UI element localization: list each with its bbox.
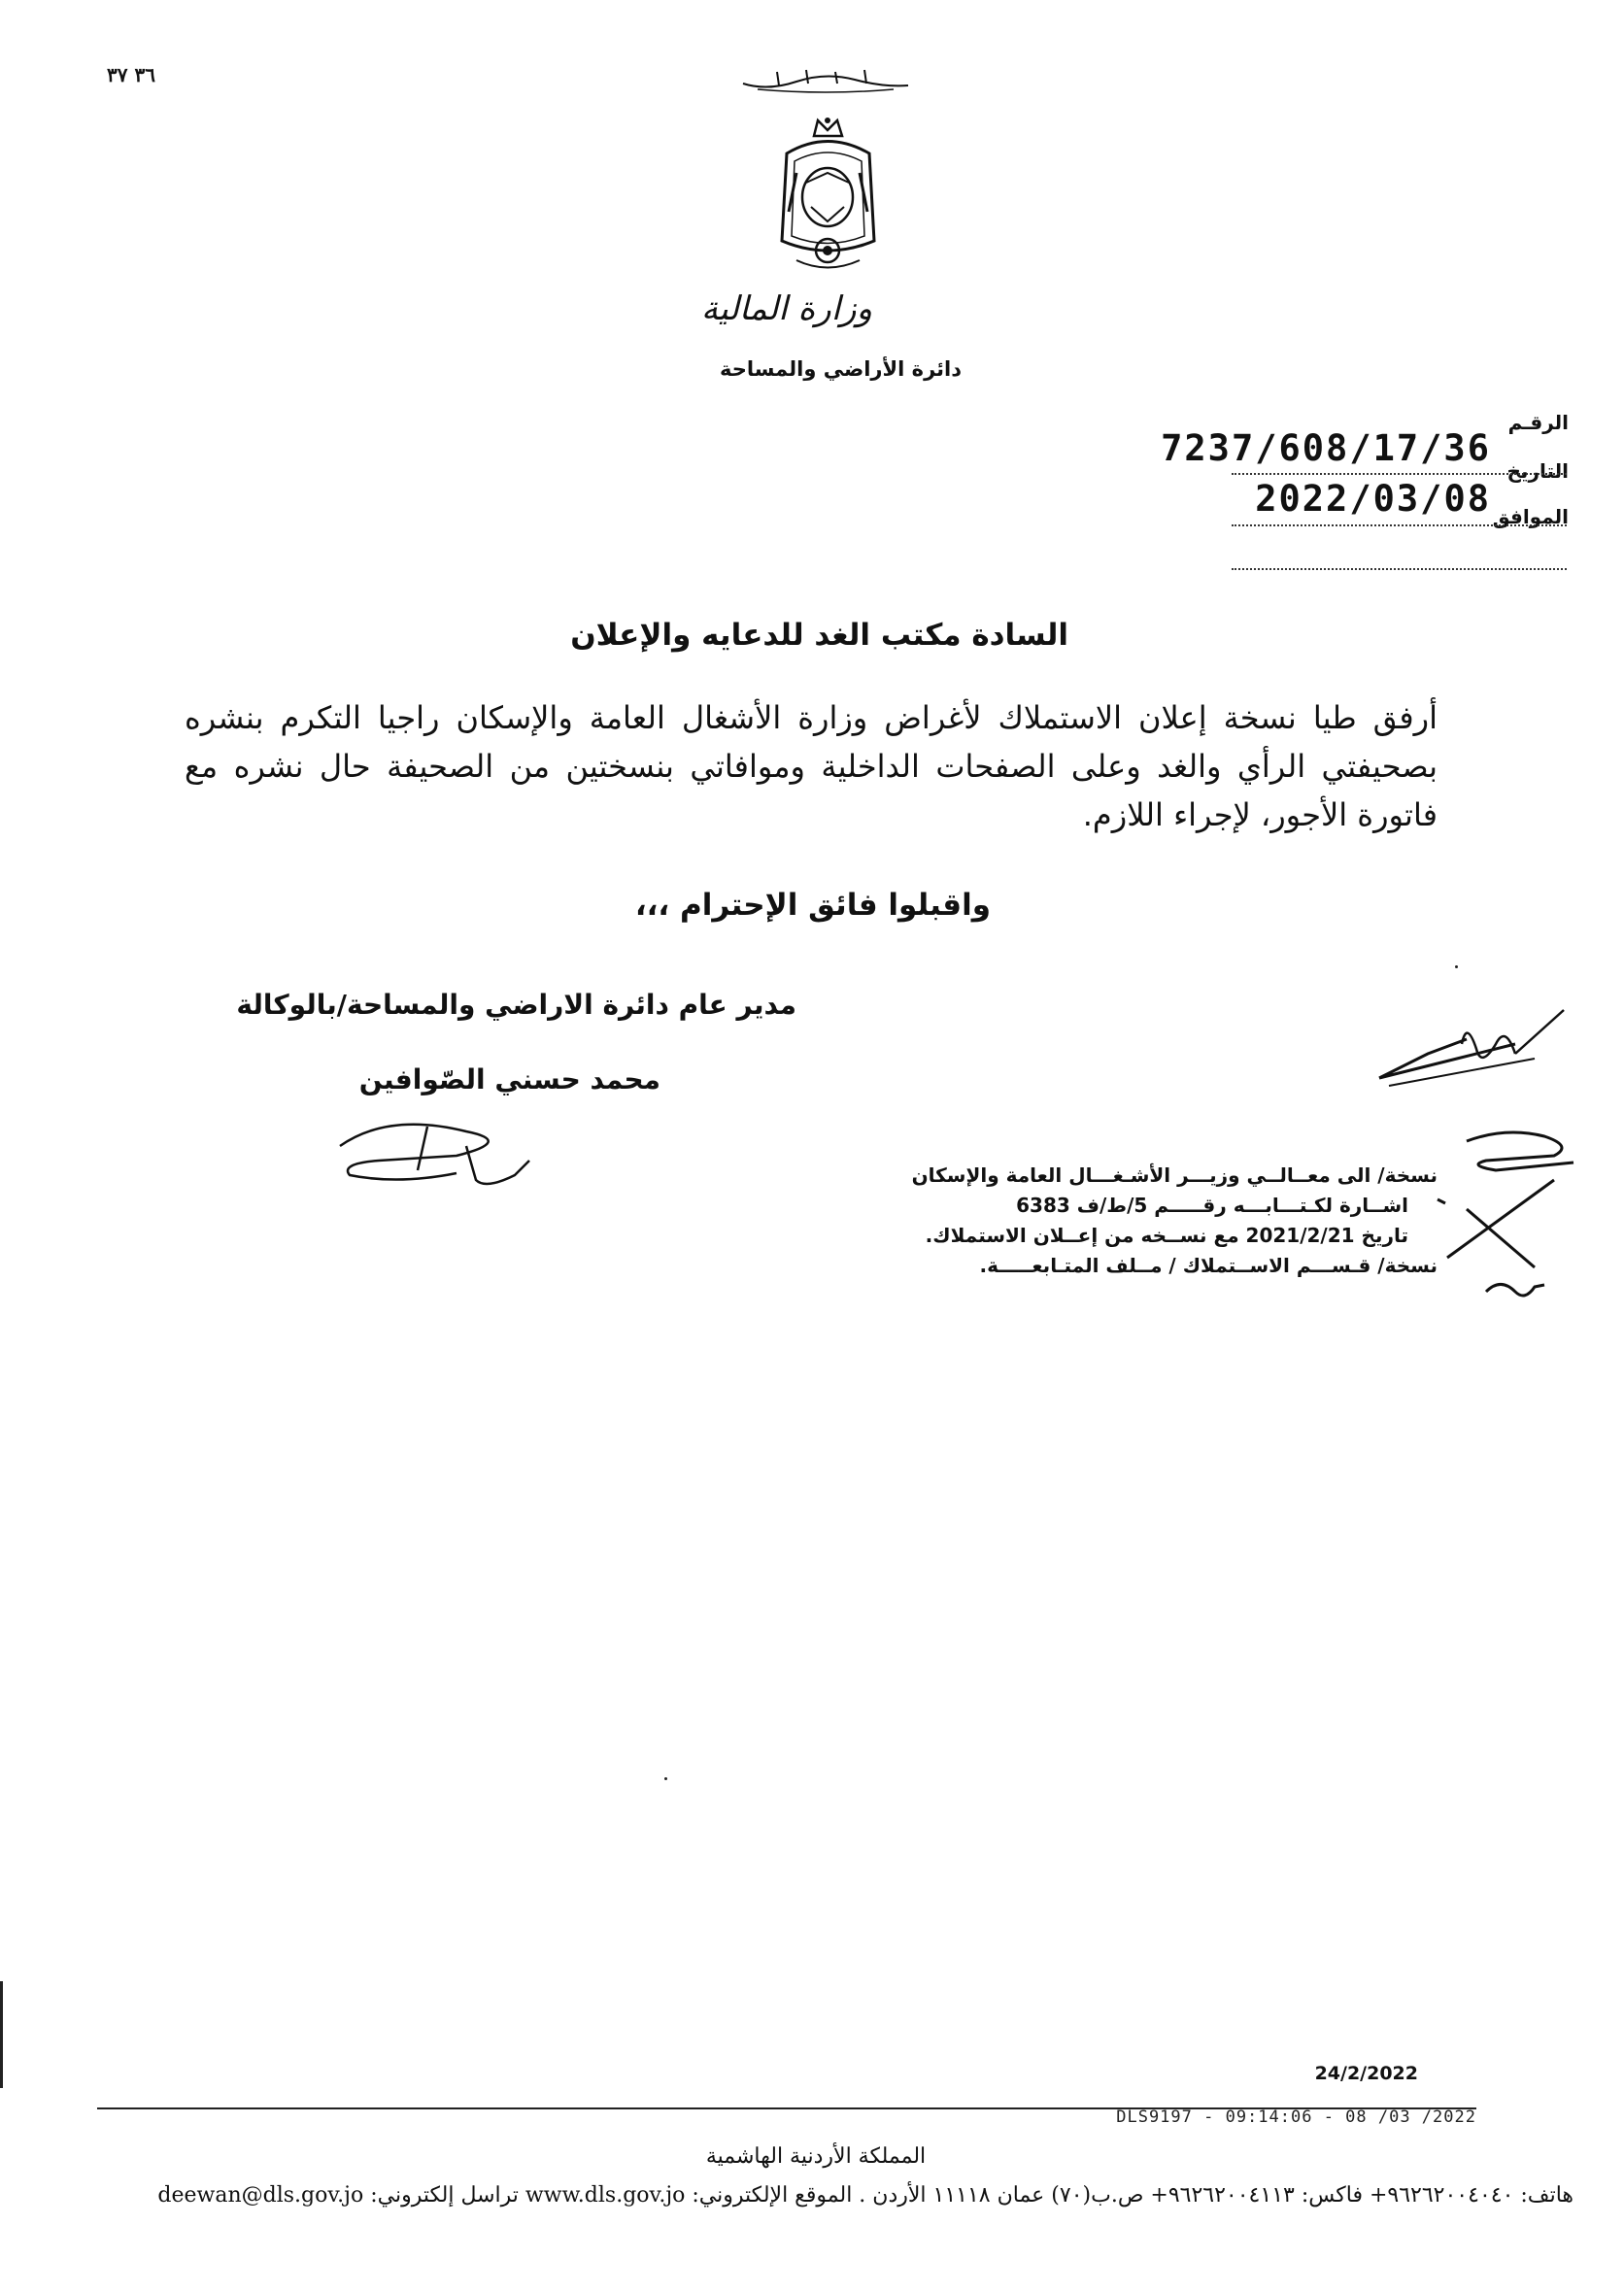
footer-kingdom: المملكة الأردنية الهاشمية xyxy=(705,2144,927,2169)
reference-date-label: التاريخ xyxy=(1506,459,1569,483)
handwritten-page-mark xyxy=(107,63,214,102)
jordan-coat-of-arms-icon xyxy=(767,115,889,280)
footer-contact: هاتف: ٩٦٢٦٢٠٠٤٠٤٠+ فاكس: ٩٦٢٦٢٠٠٤١١٣+ ص.ب(٧٠) عمان ١١١١٨ الأردن . الموقع الإلكتروني: www.dls.gov.jo تراسل إلكتروني: deewan@dls.gov.jo xyxy=(157,2183,1573,2208)
copy-line: تاريخ 2021/2/21 مع نســخه من إعــلان الاستملاك. xyxy=(925,1224,1408,1247)
ministry-name: وزارة المالية xyxy=(701,289,872,328)
handwritten-signature-icon xyxy=(321,1107,563,1195)
basmala-calligraphy xyxy=(738,62,913,97)
footer-date: 24/2/2022 xyxy=(1314,2063,1418,2084)
approval-signature-icon xyxy=(1370,1000,1573,1107)
signer-title: مدير عام دائرة الاراضي والمساحة/بالوكالة xyxy=(236,989,796,1021)
reference-number-value: 7237/608/17/36 xyxy=(1161,427,1491,469)
top-left-marks-text: ٣٦ ٣٧ xyxy=(107,63,155,86)
letter-body: أرفق طيا نسخة إعلان الاستملاك لأغراض وزارة الأشغال العامة والإسكان راجيا التكرم بنشره بصحيفتي الرأي والغد وعلى الصفحات الداخلية وموافاتي بنسختين من الصحيفة حال نشره مع فاتورة الأجور، لإجراء اللازم. xyxy=(185,699,1438,833)
reference-number-label: الرقـم xyxy=(1507,411,1569,434)
reference-hijri-dotted-line xyxy=(1232,568,1567,570)
reference-number-dotted-line xyxy=(1232,473,1567,475)
department-name: دائرة الأراضي والمساحة xyxy=(720,357,962,381)
copy-line: اشــارة لكـتـــابـــه رقـــــم 5/ط/ف 6383 xyxy=(1016,1194,1408,1217)
basmala-calligraphy-icon xyxy=(738,62,913,97)
document-code: DLS9197 - 09:14:06 - 08 /03 /2022 xyxy=(1116,2107,1476,2127)
copies-list xyxy=(796,1161,1438,1281)
scan-speck xyxy=(1455,965,1458,968)
recipient: السادة مكتب الغد للدعايه والإعلان xyxy=(570,618,1068,653)
reference-hijri-label: الموافق xyxy=(1492,505,1569,528)
copy-line: نسخة/ قـســـم الاســتملاك / مــلف المتـابعـــــة. xyxy=(979,1254,1438,1277)
reference-date-dotted-line xyxy=(1232,524,1567,526)
reference-date-value: 2022/03/08 xyxy=(1255,478,1491,520)
closing-line: واقبلوا فائق الإحترام ،،، xyxy=(634,888,991,923)
scan-edge-mark xyxy=(0,1981,3,2088)
scan-speck xyxy=(664,1777,667,1780)
copy-line: نسخة/ الى معــالــي وزيـــر الأشـغـــال العامة والإسكان xyxy=(911,1163,1438,1187)
signer-name: محمد حسني الصّوافين xyxy=(358,1063,660,1095)
handwritten-initials-icon xyxy=(1428,1122,1593,1316)
